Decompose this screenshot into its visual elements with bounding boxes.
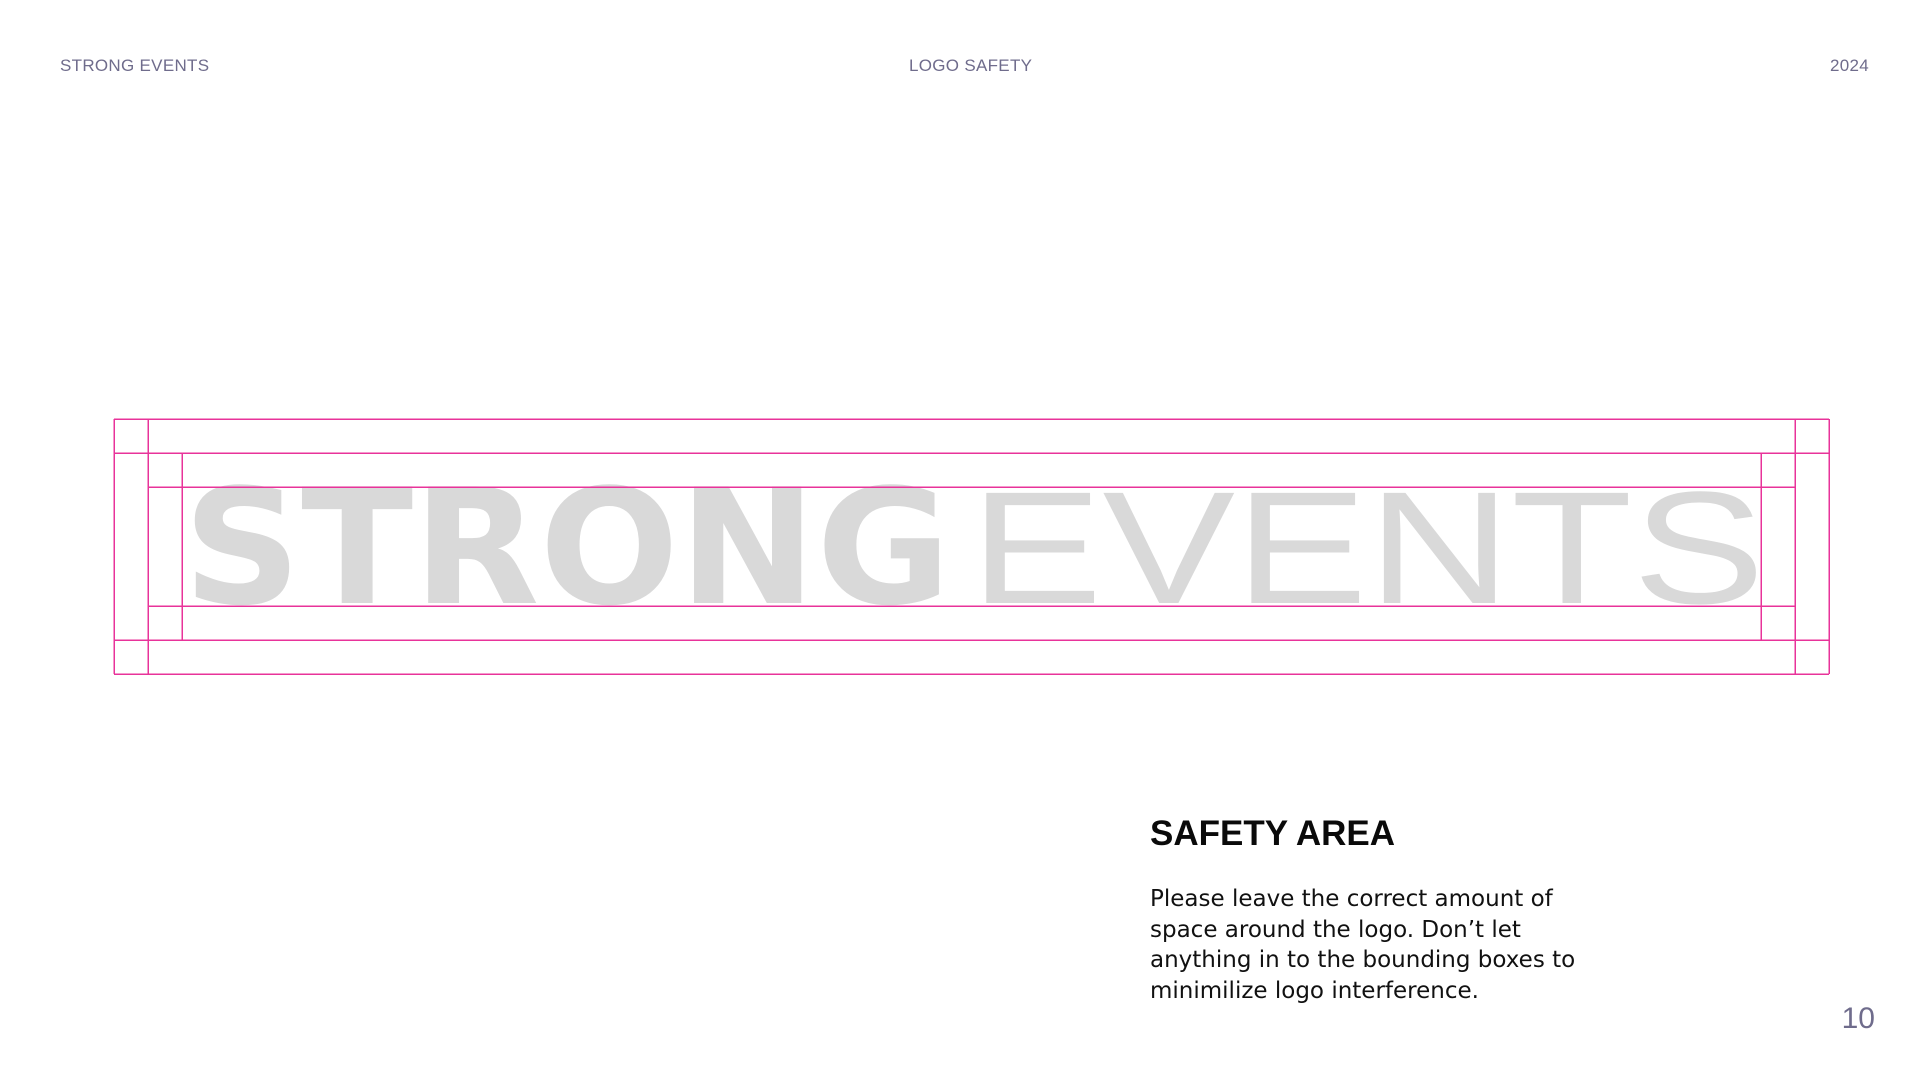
year-label: 2024 bbox=[1829, 56, 1869, 75]
safety-area-description: Please leave the correct amount of space around the logo. Don’t let anything in to the bounding boxes to minimilize logo interference. bbox=[1150, 886, 1576, 1004]
section-title: LOGO SAFETY bbox=[909, 56, 1033, 75]
page-number: 10 bbox=[1841, 1002, 1875, 1035]
safety-area-heading: SAFETY AREA bbox=[1150, 814, 1396, 853]
logo-events-text: EVENTS bbox=[970, 458, 1765, 637]
logo-strong-text: STRONG bbox=[183, 454, 951, 641]
logo-wordmark bbox=[183, 454, 1765, 641]
brand-name: STRONG EVENTS bbox=[60, 56, 210, 75]
